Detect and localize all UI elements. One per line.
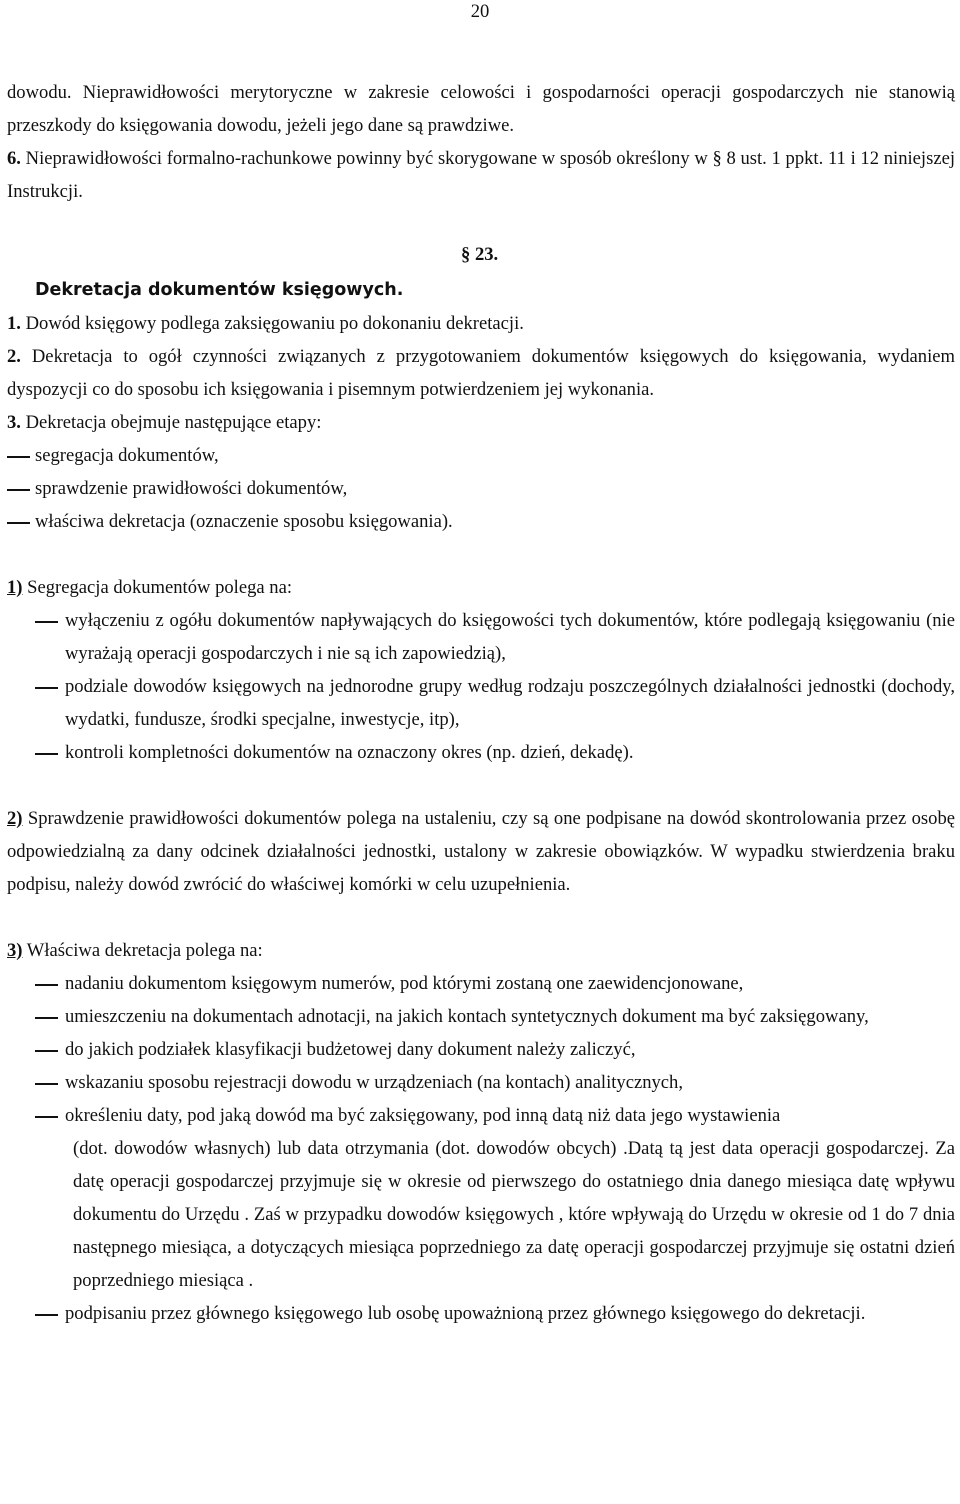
section-title: Dekretacja dokumentów księgowych. xyxy=(35,280,404,300)
list-item: segregacja dokumentów, xyxy=(7,439,955,472)
part-3-list xyxy=(7,967,955,1330)
list-item: podpisaniu przez głównego księgowego lub osobę upoważnioną przez głównego księgowego do dekretacji. xyxy=(7,1297,955,1330)
part-number: 3) xyxy=(7,940,23,961)
list-item: umieszczeniu na dokumentach adnotacji, na jakich kontach syntetycznych dokument ma być zaksięgowany, xyxy=(7,1000,955,1033)
item-number: 6. xyxy=(7,148,21,169)
list-item: wyłączeniu z ogółu dokumentów napływających do księgowości tych dokumentów, które podlegają księgowaniu (nie wyrażają operacji gospodarczych i nie są ich zapowiedzią), xyxy=(7,604,955,670)
item-number: 1. xyxy=(7,313,21,334)
part-number: 1) xyxy=(7,577,23,598)
section-item-3 xyxy=(7,406,955,439)
section-item-2 xyxy=(7,340,955,406)
item-text: Nieprawidłowości formalno-rachunkowe powinny być skorygowane w sposób określony w § 8 ust. 1 ppkt. 11 i 12 niniejszej Instrukcji. xyxy=(7,148,955,202)
part-3-heading xyxy=(7,934,955,967)
list-item: właściwa dekretacja (oznaczenie sposobu księgowania). xyxy=(7,505,955,538)
list-item: nadaniu dokumentom księgowym numerów, pod którymi zostaną one zaewidencjonowane, xyxy=(7,967,955,1000)
part-2-paragraph xyxy=(7,802,955,901)
part-1-list xyxy=(7,604,955,769)
part-text: Sprawdzenie prawidłowości dokumentów polega na ustaleniu, czy są one podpisane na dowód skontrolowania przez osobę odpowiedzialną za dany odcinek działalności jednostki, ustalony w zakresie obowiązków. W wypadku stwierdzenia braku podpisu, należy dowód zwrócić do właściwej komórki w celu uzupełnienia. xyxy=(7,808,955,895)
list-item: podziale dowodów księgowych na jednorodne grupy według rodzaju poszczególnych działalności jednostki (dochody, wydatki, fundusze, środki specjalne, inwestycje, itp), xyxy=(7,670,955,736)
section-item-1 xyxy=(7,307,955,340)
item-text: Dekretacja obejmuje następujące etapy: xyxy=(20,412,322,433)
intro-paragraph-1: dowodu. Nieprawidłowości merytoryczne w zakresie celowości i gospodarności operacji gospodarczych nie stanowią przeszkody do księgowania dowodu, jeżeli jego dane są prawdziwe. xyxy=(7,82,955,136)
page-number: 20 xyxy=(470,1,490,22)
list-item-continuation: (dot. dowodów własnych) lub data otrzymania (dot. dowodów obcych) .Datą tą jest data operacji gospodarczej. Za datę operacji gospodarczej przyjmuje się w okresie od pierwszego do ostatniego dnia danego miesiąca datę wpływu dokumentu do Urzędu . Zaś w przypadku dowodów księgowych , które wpływają do Urzędu w okresie od 1 do 7 dnia następnego miesiąca, a dotyczących miesiąca poprzedniego za datę operacji gospodarczej przyjmuje się ostatni dzień poprzedniego miesiąca . xyxy=(73,1138,955,1291)
part-text: Właściwa dekretacja polega na: xyxy=(22,940,263,961)
section-number: § 23. xyxy=(461,244,499,265)
part-1-heading xyxy=(7,571,955,604)
list-item: do jakich podziałek klasyfikacji budżetowej dany dokument należy zaliczyć, xyxy=(7,1033,955,1066)
document-body xyxy=(7,76,955,1330)
part-text: Segregacja dokumentów polega na: xyxy=(22,577,293,598)
list-item xyxy=(7,1099,955,1297)
intro-paragraph-2 xyxy=(7,142,955,208)
list-item: wskazaniu sposobu rejestracji dowodu w urządzeniach (na kontach) analitycznych, xyxy=(7,1066,955,1099)
item-number: 2. xyxy=(7,346,21,367)
list-item: sprawdzenie prawidłowości dokumentów, xyxy=(7,472,955,505)
item-text: Dowód księgowy podlega zaksięgowaniu po dokonaniu dekretacji. xyxy=(20,313,524,334)
list-item-first-line: określeniu daty, pod jaką dowód ma być zaksięgowany, pod inną datą niż data jego wystawienia xyxy=(65,1105,781,1126)
part-number: 2) xyxy=(7,808,23,829)
item-text: Dekretacja to ogół czynności związanych z przygotowaniem dokumentów księgowych do księgowania, wydaniem dyspozycji co do sposobu ich księgowania i pisemnym potwierdzeniem jej wykonania. xyxy=(7,346,955,400)
list-item: kontroli kompletności dokumentów na oznaczony okres (np. dzień, dekadę). xyxy=(7,736,955,769)
stages-list xyxy=(7,439,955,538)
item-number: 3. xyxy=(7,412,21,433)
